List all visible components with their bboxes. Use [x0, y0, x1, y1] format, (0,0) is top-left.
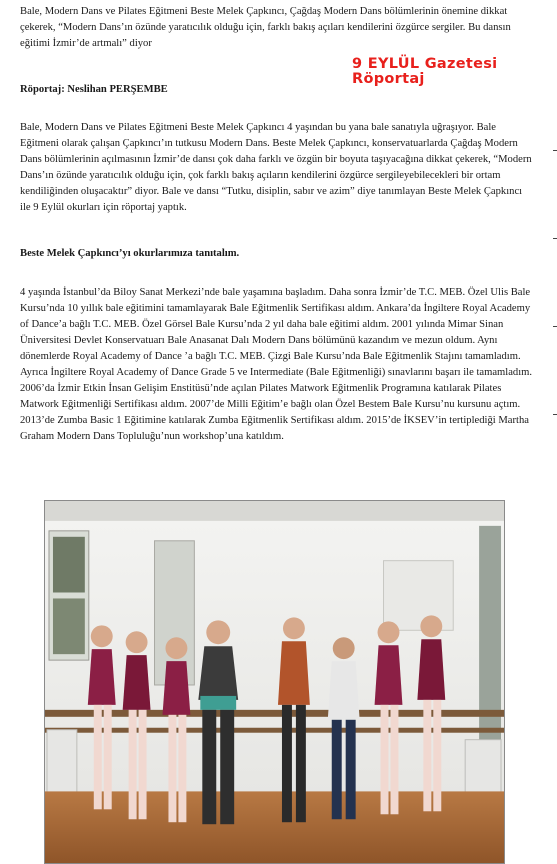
edge-divider [553, 414, 557, 415]
dance-group-photo [44, 500, 505, 864]
stamp-line-2: Röportaj [352, 71, 425, 87]
article-subheading: Beste Melek Çapkıncı’yı okurlarımıza tanıtalım. [20, 248, 240, 259]
article-paragraph-1: Bale, Modern Dans ve Pilates Eğitmeni Beste Melek Çapkıncı 4 yaşından bu yana bale sanatıyla uğraşıyor. Bale Eğitmeni olarak çalışan Çapkıncı’ın tutkusu Modern Dans. Beste Melek Çapkıncı, konservatuarlarda Çağdaş Modern Dans bölümlerinin açılmasının İzmir’de dansı çok daha farklı ve özgün bir boyuta taşıyacağına dikkat çekerek, “Modern Dans’ın özünde yaratıcılık olduğu için, çok farklı bakış açıların kendilerini özgürce sergileyebilecekleri bir ortam kendiliğinden oluşacaktır” diyor. Bale ve dansı “Tutku, disiplin, sabır ve azim” diye tanımlayan Beste Melek Çapkıncı ile 9 Eylül okurları için röportaj yaptık. [20, 122, 532, 213]
edge-divider [553, 326, 557, 327]
stamp-line-1: 9 EYLÜL Gazetesi [352, 56, 498, 72]
article-byline: Röportaj: Neslihan PERŞEMBE [20, 84, 168, 95]
dance-studio-illustration [45, 501, 504, 863]
article-paragraph-2: 4 yaşında İstanbul’da Biloy Sanat Merkezi’nde bale yaşamına başladım. Daha sonra İzmir’de T.C. MEB. Özel Ulis Bale Kursu’nda 10 yıllık bale eğitimini tamamlayarak Bale Eğitmenlik Sertifikası aldım. Ankara’da İngiltere Royal Academy of Dance’a bağlı T.C. MEB. Özel Görsel Bale Kursu’nda 2 yıl daha bale eğitimi aldım. 2001 yılında Mimar Sinan Üniversitesi Devlet Konservatuarı Bale Anasanat Dalı Modern Dans bölümünü kazandım ve mezun oldum. Aynı dönemlerde Royal Academy of Dance ’a bağlı T.C. MEB. Çizgi Bale Kursu’nda Bale Eğitmenlik Stajını tamamladım. Ayrıca İngiltere Royal Academy of Dance Grade 5 ve Intermediate (Bale Eğitmenliği) sınavlarını başarı ile tamamladım. 2006’da İzmir Etkin İnsan Gelişim Enstitüsü’nde açılan Pilates Matwork Eğitmenlik Programına katılarak Pilates Matwork Eğitmenliği Sertifikası aldım. 2007’de Milli Eğitim’e bağlı olan Özel Bestem Bale Kursu’nu kursunu açtım. 2013’de Zumba Basic 1 Eğitimine katılarak Zumba Eğitmenlik Sertifikası aldım. 2015’de İKSEV’in tertiplediği Martha Graham Modern Dans Topluluğu’nun workshop’una katıldım. [20, 287, 533, 442]
edge-divider [553, 238, 557, 239]
article-intro: Bale, Modern Dans ve Pilates Eğitmeni Beste Melek Çapkıncı, Çağdaş Modern Dans bölümlerinin önemine dikkat çekerek, “Modern Dans’ın özünde yaratıcılık olduğu için, farklı bakış açıları kendilerini özgürce sergiler. Bu dansın eğitimi İzmir’de artmalı” diyor [20, 6, 511, 49]
edge-divider [553, 150, 557, 151]
